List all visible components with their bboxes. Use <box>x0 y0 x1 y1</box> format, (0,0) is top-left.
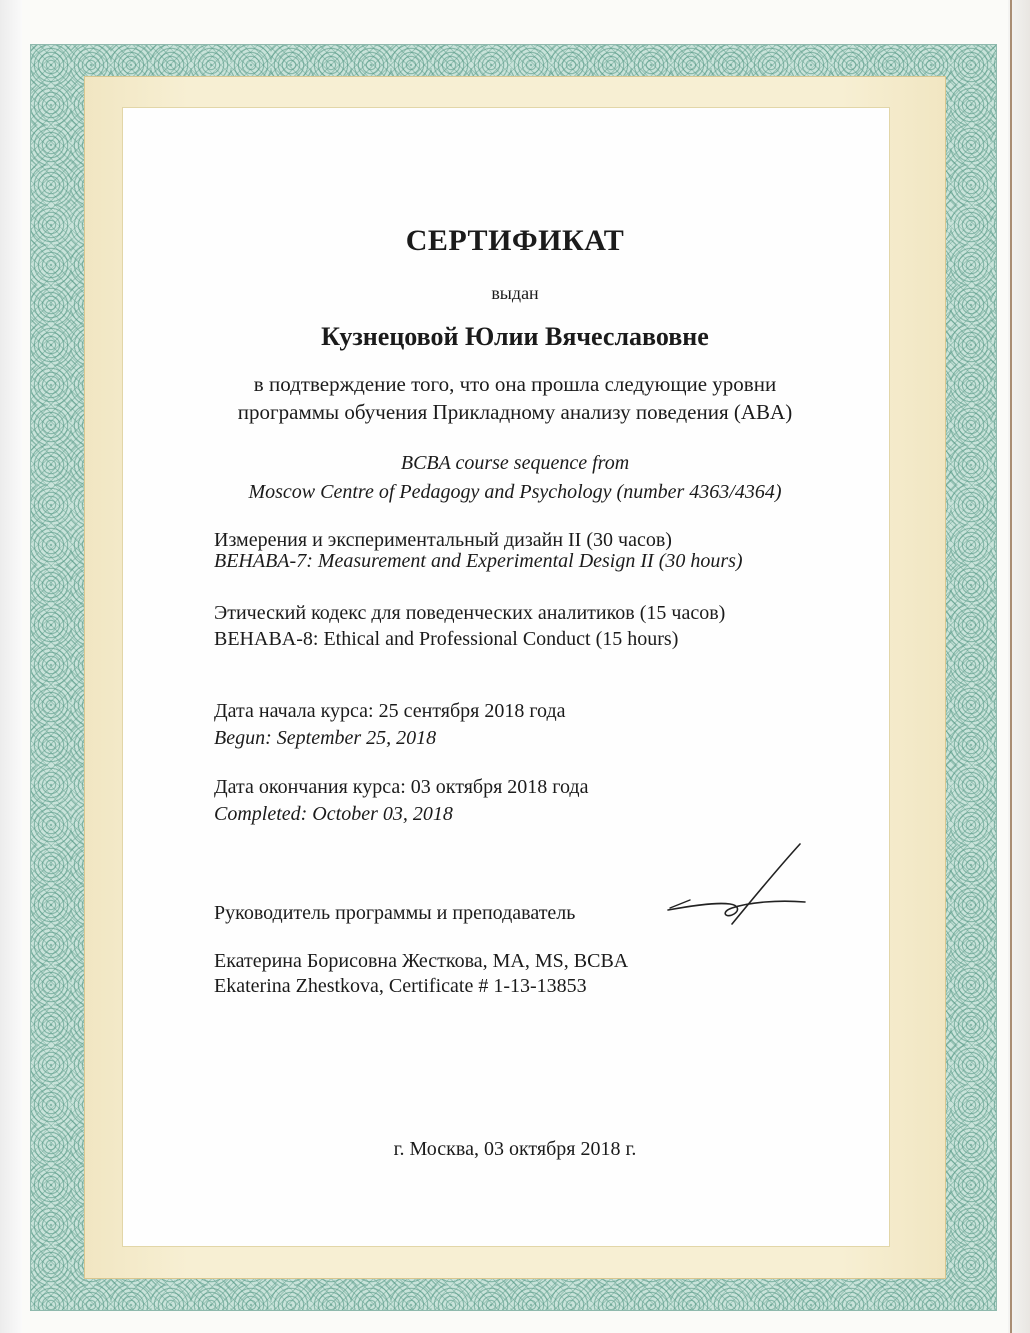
instructor-name-english: Ekaterina Zhestkova, Certificate # 1-13-13853 <box>214 975 587 997</box>
certificate-title: СЕРТИФИКАТ <box>405 224 625 257</box>
signatory-role: Руководитель программы и преподаватель <box>214 902 576 924</box>
intro-line-2: программы обучения Прикладному анализу поведения (ABA) <box>237 400 793 424</box>
place-and-date: г. Москва, 03 октября 2018 г. <box>393 1138 637 1160</box>
course-2-russian: Этический кодекс для поведенческих аналитиков (15 часов) <box>214 602 726 624</box>
issued-label: выдан <box>491 283 539 303</box>
end-date-russian: Дата окончания курса: 03 октября 2018 года <box>214 776 589 798</box>
instructor-name-russian: Екатерина Борисовна Жесткова, MA, MS, BCBA <box>214 950 629 972</box>
start-date-russian: Дата начала курса: 25 сентября 2018 года <box>214 700 566 722</box>
course-1-english: BEHABA-7: Measurement and Experimental Design II (30 hours) <box>214 550 743 572</box>
recipient-name: Кузнецовой Юлии Вячеславовне <box>321 322 709 351</box>
content-panel <box>122 107 890 1247</box>
course-sequence-line-2: Moscow Centre of Pedagogy and Psychology (number 4363/4364) <box>248 481 782 503</box>
end-date-english: Completed: October 03, 2018 <box>214 803 453 825</box>
course-1-russian: Измерения и экспериментальный дизайн II (30 часов) <box>214 529 672 551</box>
course-sequence-line-1: BCBA course sequence from <box>400 452 630 474</box>
start-date-english: Begun: September 25, 2018 <box>214 727 437 749</box>
page-edge-shadow <box>0 0 22 1333</box>
intro-line-1: в подтверждение того, что она прошла следующие уровни <box>253 372 777 396</box>
course-2-english: BEHABA-8: Ethical and Professional Conduct (15 hours) <box>214 628 679 650</box>
page-edge-line <box>1010 0 1012 1333</box>
handwritten-signature <box>660 836 810 936</box>
